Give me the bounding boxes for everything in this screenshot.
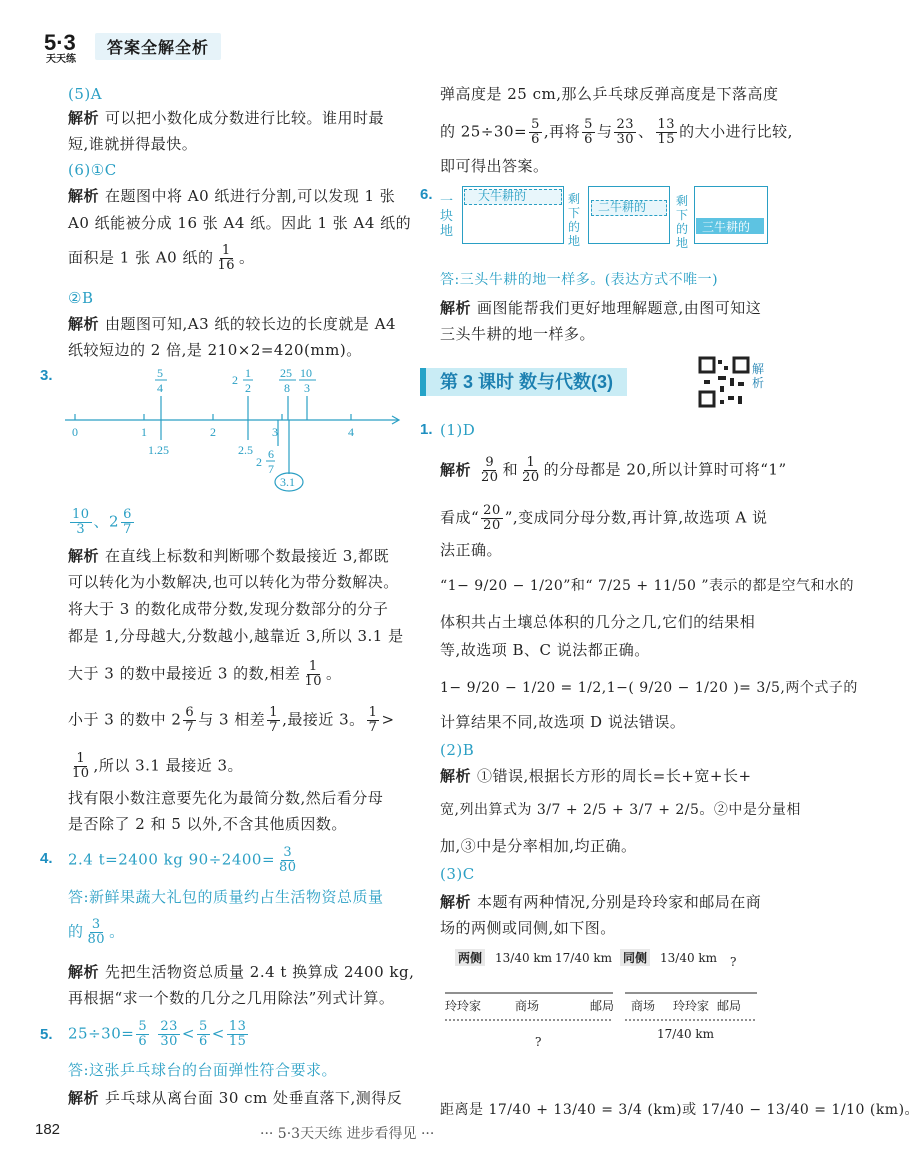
text-line: 体积共占土壤总体积的几分之几,它们的结果相 bbox=[440, 613, 756, 631]
text-line: 大于 3 的数中最接近 3 的数,相差 $\frac{1}{10}$ 。 bbox=[68, 659, 342, 689]
footer-slogan: ··· 5·3天天练 进步看得见 ··· bbox=[260, 1126, 435, 1142]
text-line: “1− 9/20 − 1/20”和“ 7/25 + 11/50 ”表示的都是空气和水的 bbox=[440, 578, 855, 594]
place-label: 玲玲家 bbox=[445, 999, 482, 1013]
text-line: 找有限小数注意要先化为最简分数,然后看分母 bbox=[68, 789, 384, 807]
analysis-line: 解析 先把生活物资总质量 2.4 t 换算成 2400 kg, bbox=[68, 963, 415, 981]
svg-text:2: 2 bbox=[245, 381, 251, 395]
label-below: 1.25 bbox=[148, 443, 169, 457]
answer-line: (5)A bbox=[68, 85, 103, 103]
place-label: 玲玲家 bbox=[673, 999, 710, 1013]
answer-line: 答:这张乒乓球台的台面弹性符合要求。 bbox=[68, 1061, 338, 1079]
text-line: 法正确。 bbox=[440, 541, 503, 559]
qr-label: 解析 bbox=[752, 362, 765, 390]
text-line: 再根据“求一个数的几分之几用除法”列式计算。 bbox=[68, 989, 395, 1007]
analysis-line: 解析 ①错误,根据长方形的周长=长+宽+长+ bbox=[440, 767, 752, 785]
answer-line: 答:三头牛耕的地一样多。(表达方式不唯一) bbox=[440, 272, 719, 288]
analysis-line: 解析 本题有两种情况,分别是玲玲家和邮局在商 bbox=[440, 893, 762, 911]
case-tag: 两侧 bbox=[455, 949, 485, 966]
qr-code-icon[interactable] bbox=[698, 356, 750, 408]
answer-line: 25÷30= $\frac{5}{6}$ $\frac{23}{30}$ < $\frac{5}{6}$ < $\frac{13}{15}$ bbox=[68, 1019, 247, 1049]
strip-label: 二牛耕的 bbox=[598, 200, 647, 214]
unknown-label: ? bbox=[535, 1035, 542, 1049]
diagram-label: 剩下的地 bbox=[568, 192, 581, 248]
text-line: 计算结果不同,故选项 D 说法错误。 bbox=[440, 713, 686, 731]
question-number: 3. bbox=[40, 367, 53, 384]
route-diagram bbox=[445, 945, 765, 1065]
svg-text:5·3: 5·3 bbox=[44, 30, 76, 55]
question-number: 1. bbox=[420, 421, 433, 438]
text-line: 宽,列出算式为 3/7 + 2/5 + 3/7 + 2/5。②中是分量相 bbox=[440, 802, 801, 818]
text-line: 将大于 3 的数化成带分数,发现分数部分的分子 bbox=[68, 600, 389, 618]
tick-label: 4 bbox=[348, 425, 354, 439]
text-line: 加,③中是分率相加,均正确。 bbox=[440, 837, 637, 855]
text-line: 是否除了 2 和 5 以外,不含其他质因数。 bbox=[68, 815, 347, 833]
place-label: 商场 bbox=[631, 999, 656, 1013]
label-below: 3.1 bbox=[280, 475, 295, 489]
question-number: 5. bbox=[40, 1026, 53, 1043]
text-line: 小于 3 的数中 2 $\frac{6}{7}$ 与 3 相差 $\frac{1}{7}$ ,最接近 3。 $\frac{1}{7}$ > bbox=[68, 705, 395, 735]
lesson-title: 第 3 课时 数与代数(3) bbox=[420, 368, 627, 396]
text-line: A0 纸能被分成 16 张 A4 纸。因此 1 张 A4 纸的 bbox=[68, 214, 412, 232]
label-below: 2 bbox=[256, 455, 262, 469]
svg-text:8: 8 bbox=[284, 381, 290, 395]
place-label: 商场 bbox=[515, 999, 540, 1013]
label-above: 10 bbox=[300, 366, 312, 380]
text-line: 的 25÷30= $\frac{5}{6}$ ,再将 $\frac{5}{6}$ 与 $\frac{23}{30}$ 、 $\frac{13}{15}$ 的大小进行比较, bbox=[440, 117, 793, 147]
strip-label: 大牛耕的 bbox=[478, 189, 527, 203]
label-above: 25 bbox=[280, 366, 292, 380]
diagram-label: 一块地 bbox=[440, 194, 454, 239]
answer-line: $\frac{10}{3}$ 、2 $\frac{6}{7}$ bbox=[72, 507, 132, 537]
tick-label: 2 bbox=[210, 425, 216, 439]
tick-label: 3 bbox=[272, 425, 278, 439]
answer-line: 的 $\frac{3}{80}$ 。 bbox=[68, 917, 125, 947]
question-number: 4. bbox=[40, 850, 53, 867]
header-title: 答案全解全析 bbox=[95, 33, 221, 60]
analysis-line: 解析 在直线上标数和判断哪个数最接近 3,都既 bbox=[68, 547, 390, 565]
answer-line: (3)C bbox=[440, 865, 475, 883]
land-diagram bbox=[440, 186, 770, 248]
analysis-line: 解析 可以把小数化成分数进行比较。谁用时最 bbox=[68, 109, 385, 127]
label-above: 2 bbox=[232, 373, 238, 387]
text-line: 面积是 1 张 A0 纸的 $\frac{1}{16}$ 。 bbox=[68, 243, 255, 273]
answer-line: (6)①C bbox=[68, 161, 117, 179]
distance-label: 17/40 km bbox=[657, 1027, 715, 1041]
page-number: 182 bbox=[35, 1121, 61, 1138]
text-line: 三头牛耕的地一样多。 bbox=[440, 325, 596, 343]
distance-label: 13/40 km bbox=[495, 951, 553, 965]
text-line: 可以转化为小数解决,也可以转化为带分数解决。 bbox=[68, 573, 399, 591]
svg-text:7: 7 bbox=[268, 462, 274, 476]
text-line: 距离是 17/40 + 13/40 = 3/4 (km)或 17/40 − 13/40 = 1/10 (km)。 bbox=[440, 1102, 919, 1118]
analysis-line: 解析 $\frac{9}{20}$ 和 $\frac{1}{20}$ 的分母都是 20,所以计算时可将“1” bbox=[440, 455, 787, 485]
analysis-line: 解析 画图能帮我们更好地理解题意,由图可知这 bbox=[440, 299, 762, 317]
field-box bbox=[694, 186, 768, 244]
analysis-line: 解析 乒乓球从离台面 30 cm 处垂直落下,测得反 bbox=[68, 1089, 403, 1107]
answer-line: (2)B bbox=[440, 741, 475, 759]
strip-label: 三牛耕的 bbox=[702, 220, 751, 234]
unknown-label: ? bbox=[730, 955, 737, 969]
text-line: $\frac{1}{10}$ ,所以 3.1 最接近 3。 bbox=[72, 751, 244, 781]
svg-text:4: 4 bbox=[157, 381, 163, 395]
label-above: 5 bbox=[157, 366, 163, 380]
answer-line: 2.4 t=2400 kg 90÷2400= $\frac{3}{80}$ bbox=[68, 845, 297, 875]
tick-label: 0 bbox=[72, 425, 78, 439]
tick-label: 1 bbox=[141, 425, 147, 439]
diagram-label: 剩下的地 bbox=[676, 194, 689, 250]
answer-line: ②B bbox=[68, 289, 94, 307]
place-label: 邮局 bbox=[590, 999, 615, 1013]
analysis-line: 解析 由题图可知,A3 纸的较长边的长度就是 A4 bbox=[68, 315, 397, 333]
svg-text:天天练: 天天练 bbox=[46, 54, 76, 65]
text-line: 即可得出答案。 bbox=[440, 157, 549, 175]
number-line-diagram bbox=[60, 362, 405, 492]
label-below: 2.5 bbox=[238, 443, 253, 457]
svg-text:6: 6 bbox=[268, 447, 274, 461]
distance-label: 13/40 km bbox=[660, 951, 718, 965]
text-line: 看成“ $\frac{20}{20}$ ”,变成同分母分数,再计算,故选项 A 说 bbox=[440, 503, 768, 533]
analysis-line: 解析 在题图中将 A0 纸进行分割,可以发现 1 张 bbox=[68, 187, 396, 205]
svg-text:1: 1 bbox=[245, 366, 251, 380]
text-line: 场的两侧或同侧,如下图。 bbox=[440, 919, 616, 937]
case-tag: 同侧 bbox=[620, 949, 650, 966]
distance-label: 17/40 km bbox=[555, 951, 613, 965]
brand-logo-icon bbox=[42, 28, 92, 64]
text-line: 等,故选项 B、C 说法都正确。 bbox=[440, 641, 650, 659]
question-number: 6. bbox=[420, 186, 433, 203]
text-line: 都是 1,分母越大,分数越小,越靠近 3,所以 3.1 是 bbox=[68, 627, 404, 645]
text-line: 短,谁就拼得最快。 bbox=[68, 135, 198, 153]
text-line: 1− 9/20 − 1/20 = 1/2,1−( 9/20 − 1/20 )= 3/5,两个式子的 bbox=[440, 680, 858, 696]
svg-text:3: 3 bbox=[304, 381, 310, 395]
answer-line: (1)D bbox=[440, 421, 476, 439]
place-label: 邮局 bbox=[717, 999, 742, 1013]
answer-line: 答:新鲜果蔬大礼包的质量约占生活物资总质量 bbox=[68, 888, 384, 906]
text-line: 纸较短边的 2 倍,是 210×2=420(mm)。 bbox=[68, 341, 362, 359]
text-line: 弹高度是 25 cm,那么乒乓球反弹高度是下落高度 bbox=[440, 85, 779, 103]
